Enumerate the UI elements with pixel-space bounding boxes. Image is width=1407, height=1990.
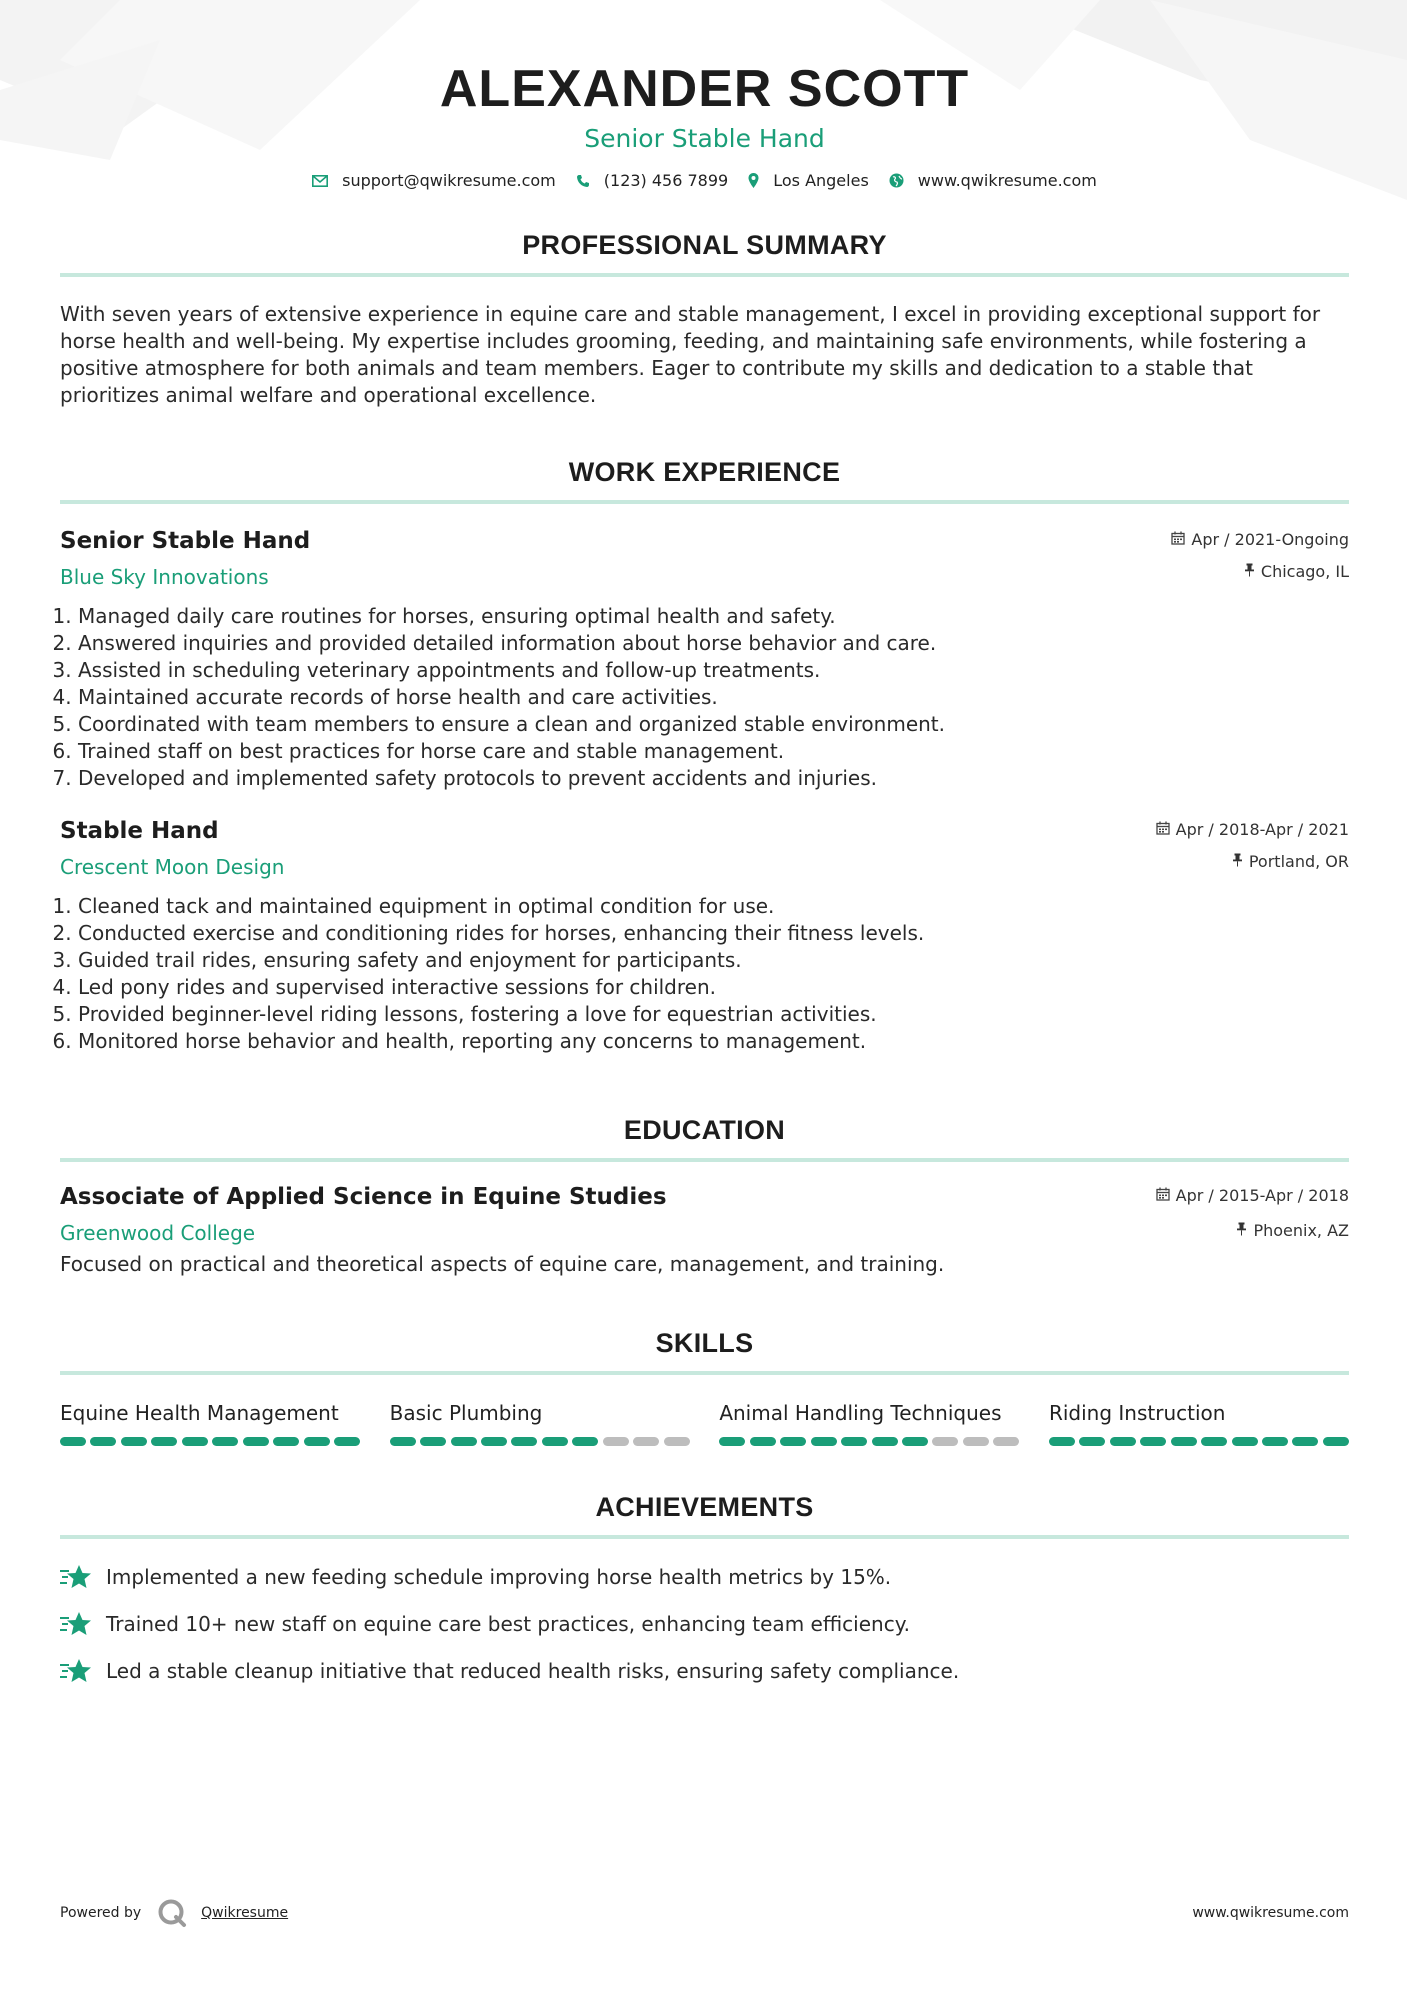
section-divider [60, 500, 1349, 504]
education-description: Focused on practical and theoretical aspects of equine care, management, and training. [60, 1252, 945, 1276]
skill-level-bar [390, 1437, 690, 1446]
resume-header [60, 0, 1349, 190]
skill-segment-filled [334, 1437, 360, 1446]
skill-level-bar [1049, 1437, 1349, 1446]
experience-heading: WORK EXPERIENCE [568, 457, 841, 487]
skill-segment-filled [212, 1437, 238, 1446]
skill-level-bar [60, 1437, 360, 1446]
education-location [1156, 1221, 1349, 1240]
job-bullet: 3. Guided trail rides, ensuring safety and enjoyment for participants. [78, 947, 1349, 974]
footer-branding [60, 1898, 288, 1928]
job-location-text: Portland, OR [1248, 852, 1349, 871]
summary-heading: PROFESSIONAL SUMMARY [522, 230, 887, 260]
star-icon [60, 1610, 92, 1638]
page-footer [60, 1898, 1349, 1928]
powered-by-label: Powered by [60, 1905, 142, 1921]
education-dates-text: Apr / 2015-Apr / 2018 [1175, 1186, 1349, 1205]
skill-segment-empty [993, 1437, 1019, 1446]
job-dates-text: Apr / 2018-Apr / 2021 [1175, 820, 1349, 839]
section-divider [60, 1371, 1349, 1375]
pushpin-icon [1232, 853, 1243, 871]
skill-segment-filled [780, 1437, 806, 1446]
contact-email[interactable] [312, 171, 556, 190]
skill-segment-filled [511, 1437, 537, 1446]
job-bullet: 3. Assisted in scheduling veterinary appointments and follow-up treatments. [78, 657, 1349, 684]
skill-segment-filled [481, 1437, 507, 1446]
skill-segment-filled [1049, 1437, 1075, 1446]
achievement-text: Implemented a new feeding schedule improving horse health metrics by 15%. [106, 1565, 892, 1589]
education-location-text: Phoenix, AZ [1253, 1221, 1349, 1240]
contact-phone[interactable] [576, 171, 728, 190]
skill-segment-filled [1110, 1437, 1136, 1446]
map-pin-icon [748, 173, 759, 188]
job-location [1171, 562, 1349, 581]
job-bullet: 4. Led pony rides and supervised interactive sessions for children. [78, 974, 1349, 1001]
phone-icon [576, 174, 590, 188]
skill-segment-empty [932, 1437, 958, 1446]
job-location [1156, 852, 1349, 871]
skill-segment-filled [1323, 1437, 1349, 1446]
job-location-text: Chicago, IL [1260, 562, 1349, 581]
education-school: Greenwood College [60, 1221, 256, 1245]
job-bullet: 7. Developed and implemented safety protocols to prevent accidents and injuries. [78, 765, 1349, 792]
contact-location [748, 171, 869, 190]
job-entry [60, 528, 1349, 792]
candidate-title: Senior Stable Hand [584, 124, 825, 153]
skill-segment-filled [542, 1437, 568, 1446]
summary-line: horse health and well-being. My expertise includes grooming, feeding, and maintaining safe environments, while fostering a [60, 329, 1307, 353]
skill-segment-empty [633, 1437, 659, 1446]
skill-segment-filled [273, 1437, 299, 1446]
skill-segment-filled [572, 1437, 598, 1446]
qwikresume-link[interactable]: Qwikresume [201, 1905, 289, 1921]
skills-section [60, 1328, 1349, 1446]
job-role: Stable Hand [60, 818, 219, 844]
email-text: support@qwikresume.com [342, 171, 556, 190]
skill-segment-filled [151, 1437, 177, 1446]
education-meta [1156, 1186, 1349, 1240]
achievements-heading: ACHIEVEMENTS [595, 1492, 814, 1522]
star-icon [60, 1657, 92, 1685]
job-dates [1156, 820, 1349, 839]
job-bullet: 1. Cleaned tack and maintained equipment in optimal condition for use. [78, 893, 1349, 920]
skill-segment-filled [750, 1437, 776, 1446]
skill-segment-filled [1292, 1437, 1318, 1446]
skill-segment-empty [963, 1437, 989, 1446]
qwikresume-logo-icon [157, 1898, 187, 1928]
pushpin-icon [1244, 563, 1255, 581]
skill-item [719, 1401, 1019, 1446]
star-icon [60, 1563, 92, 1591]
skill-segment-empty [603, 1437, 629, 1446]
job-bullet: 6. Trained staff on best practices for horse care and stable management. [78, 738, 1349, 765]
job-dates [1171, 530, 1349, 549]
skill-segment-filled [420, 1437, 446, 1446]
skill-item [390, 1401, 690, 1446]
skill-segment-filled [1262, 1437, 1288, 1446]
summary-section [60, 230, 1349, 409]
skill-segment-filled [1079, 1437, 1105, 1446]
skill-segment-filled [811, 1437, 837, 1446]
achievement-text: Led a stable cleanup initiative that reduced health risks, ensuring safety compliance. [106, 1659, 960, 1683]
skill-item [60, 1401, 360, 1446]
skill-segment-filled [1232, 1437, 1258, 1446]
achievement-item [60, 1657, 1349, 1685]
skill-segment-filled [121, 1437, 147, 1446]
job-bullet: 1. Managed daily care routines for horses, ensuring optimal health and safety. [78, 603, 1349, 630]
education-section [60, 1115, 1349, 1278]
job-bullet: 5. Provided beginner-level riding lessons, fostering a love for equestrian activities. [78, 1001, 1349, 1028]
achievements-list [60, 1563, 1349, 1685]
skill-level-bar [719, 1437, 1019, 1446]
skill-segment-filled [390, 1437, 416, 1446]
achievement-text: Trained 10+ new staff on equine care best practices, enhancing team efficiency. [106, 1612, 911, 1636]
contact-bar [60, 171, 1349, 190]
job-dates-text: Apr / 2021-Ongoing [1191, 530, 1349, 549]
job-header [60, 528, 1349, 589]
skill-segment-filled [1201, 1437, 1227, 1446]
skill-label: Animal Handling Techniques [719, 1401, 1002, 1425]
experience-section [60, 457, 1349, 1055]
job-bullets [60, 893, 1349, 1055]
job-bullets [60, 603, 1349, 792]
skill-label: Basic Plumbing [389, 1401, 543, 1425]
skill-label: Equine Health Management [60, 1401, 339, 1425]
location-text: Los Angeles [773, 171, 869, 190]
skill-segment-filled [1140, 1437, 1166, 1446]
skill-segment-filled [872, 1437, 898, 1446]
resume-page [60, 0, 1349, 1704]
education-dates [1156, 1186, 1349, 1205]
phone-text: (123) 456 7899 [603, 171, 729, 190]
skill-segment-filled [243, 1437, 269, 1446]
footer-website[interactable]: www.qwikresume.com [1192, 1905, 1349, 1921]
skill-segment-filled [60, 1437, 86, 1446]
job-company: Blue Sky Innovations [60, 565, 269, 589]
skill-label: Riding Instruction [1048, 1401, 1226, 1425]
summary-text [60, 301, 1349, 409]
education-entry [60, 1184, 1349, 1278]
calendar-icon [1156, 821, 1170, 839]
job-bullet: 4. Maintained accurate records of horse health and care activities. [78, 684, 1349, 711]
achievement-item [60, 1610, 1349, 1638]
job-meta [1171, 530, 1349, 581]
section-divider [60, 1535, 1349, 1539]
candidate-name: ALEXANDER SCOTT [439, 60, 970, 118]
calendar-icon [1156, 1187, 1170, 1205]
education-heading: EDUCATION [623, 1115, 786, 1145]
website-text: www.qwikresume.com [917, 171, 1097, 190]
pushpin-icon [1236, 1222, 1247, 1240]
achievement-item [60, 1563, 1349, 1591]
job-bullet: 2. Answered inquiries and provided detailed information about horse behavior and care. [78, 630, 1349, 657]
skill-segment-filled [182, 1437, 208, 1446]
job-company: Crescent Moon Design [60, 855, 285, 879]
job-entry [60, 818, 1349, 1055]
education-header [60, 1184, 1349, 1245]
skills-heading: SKILLS [655, 1328, 754, 1358]
globe-icon [889, 173, 904, 188]
job-role: Senior Stable Hand [60, 528, 311, 554]
skill-item [1049, 1401, 1349, 1446]
education-degree: Associate of Applied Science in Equine Studies [60, 1184, 667, 1210]
job-meta [1156, 820, 1349, 871]
job-bullet: 2. Conducted exercise and conditioning rides for horses, enhancing their fitness levels. [78, 920, 1349, 947]
calendar-icon [1171, 531, 1185, 549]
job-bullet: 5. Coordinated with team members to ensure a clean and organized stable environment. [78, 711, 1349, 738]
summary-line: With seven years of extensive experience in equine care and stable management, I excel in providing exceptional support for [60, 302, 1321, 326]
contact-website[interactable] [889, 171, 1097, 190]
job-bullet: 6. Monitored horse behavior and health, reporting any concerns to management. [78, 1028, 1349, 1055]
envelope-icon [312, 175, 328, 187]
skill-segment-filled [719, 1437, 745, 1446]
summary-line: prioritizes animal welfare and operational excellence. [60, 383, 597, 407]
skill-segment-filled [841, 1437, 867, 1446]
skill-segment-filled [1171, 1437, 1197, 1446]
skills-list [60, 1401, 1349, 1446]
job-header [60, 818, 1349, 879]
skill-segment-filled [902, 1437, 928, 1446]
summary-line: positive atmosphere for both animals and team members. Eager to contribute my skills and dedication to a stable that [60, 356, 1253, 380]
skill-segment-filled [90, 1437, 116, 1446]
section-divider [60, 1158, 1349, 1162]
section-divider [60, 273, 1349, 277]
skill-segment-filled [304, 1437, 330, 1446]
achievements-section [60, 1492, 1349, 1685]
skill-segment-filled [451, 1437, 477, 1446]
skill-segment-empty [664, 1437, 690, 1446]
